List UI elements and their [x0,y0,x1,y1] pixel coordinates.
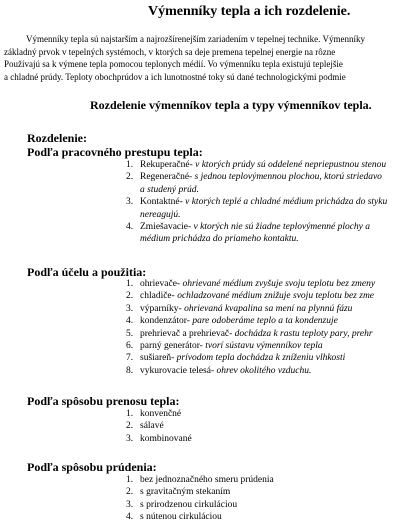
item-number: 1. [126,279,134,289]
list-item [0,486,412,498]
item-term: bez jednoznačného smeru prúdenia [140,475,274,485]
list-item [0,352,412,364]
list-item [0,420,412,432]
item-term: prehrievač a prehrievač- [140,328,233,339]
item-description-continuation: médium prichádza do priameho kontaktu. [140,234,299,245]
item-number: 3. [126,433,134,444]
rozdelenie-heading: Rozdelenie: [27,131,87,145]
item-term: kombinované [140,433,192,444]
section-heading: Podľa spôsobu prúdenia: [27,460,157,474]
item-description: v ktorých prúdy sú oddelené nepriepustnou stenou [192,160,387,170]
item-term: výparníky- [140,303,182,314]
item-number: 1. [126,160,134,170]
item-term: Kontaktné- [140,197,183,208]
item-description: prívodom tepla dochádza k zníženiu vlhkosti [174,353,346,364]
item-term: vykurovacie telesá- [140,365,215,376]
item-term: Rekuperačné- [140,160,193,170]
item-term: sálavé [140,421,164,432]
intro-line: Používajú sa k výmene tepla pomocou teplonych médií. Vo výmenníku tepla existujú teplejšie [4,59,343,69]
numbered-list [0,159,412,246]
list-item [0,474,412,486]
item-number: 6. [126,341,134,352]
item-number: 3. [126,197,134,208]
numbered-list [0,474,412,524]
section-heading: Podľa spôsobu prenosu tepla: [27,394,180,408]
list-item [0,221,412,246]
item-description: ohrievaná kvapalina sa mení na plynnú fázu [181,303,353,314]
section-subtitle: Rozdelenie výmenníkov tepla a typy výmenníkov tepla. [90,98,372,112]
section-heading: Podľa pracovného prestupu tepla: [27,145,203,159]
item-description: v ktorých nie sú žiadne teplovýmenné plochy a [191,222,371,233]
item-number: 4. [126,316,134,327]
item-number: 2. [126,291,134,302]
list-item [0,196,412,221]
item-number: 2. [126,172,134,183]
page-title: Výmenníky tepla a ich rozdelenie. [148,4,351,19]
item-term: Zmiešavacie- [140,222,192,233]
item-description-continuation: nereagujú. [140,209,181,220]
item-number: 1. [126,409,134,419]
list-item [0,328,412,340]
item-description: tvorí sústavu výmenníkov tepla [202,341,323,352]
item-number: 1. [126,475,134,485]
item-term: s gravitačným stekaním [140,487,231,498]
item-term: ohrievače- [140,279,181,289]
list-item [0,365,412,377]
item-number: 4. [126,222,134,233]
item-number: 3. [126,303,134,314]
item-description: v ktorých teplé a chladné médium prichádza do styku [182,197,388,208]
item-description: ochladzované médium znižuje svoju teplotu bez zme [174,291,375,302]
item-term: sušiareň- [140,353,175,364]
numbered-list [0,278,412,377]
section-heading: Podľa účelu a použitia: [27,265,147,279]
item-description: dochádza k rastu teploty pary, prehr [232,328,373,339]
list-item [0,171,412,196]
list-item [0,290,412,302]
list-item [0,315,412,327]
list-item [0,159,412,171]
item-description: s jednou teplovýmennou plochou, ktorú striedavo [192,172,382,183]
list-item [0,499,412,511]
item-description: ohrev okolitého vzduchu. [214,365,312,376]
item-term: kondenzátor- [140,316,190,327]
item-number: 7. [126,353,134,364]
list-item [0,511,412,523]
list-item [0,408,412,420]
item-number: 8. [126,365,134,376]
item-term: Regeneračné- [140,172,193,183]
item-number: 3. [126,499,134,510]
item-term: s nútenou cirkuláciou [140,512,222,523]
item-term: parný generátor- [140,341,203,352]
list-item [0,303,412,315]
item-number: 4. [126,512,134,523]
item-description: pare odoberáme teplo a ta kondenzuje [189,316,338,327]
item-number: 2. [126,487,134,498]
item-term: s prirodzenou cirkuláciou [140,499,238,510]
intro-line: Výmenníky tepla sú najstarším a najrozšírenejším zariadením v tepelnej technike. Výmenníky [26,34,365,44]
intro-line: a chladné prúdy. Teploty obochprúdov a ich lunotnostné toky sú dané technologickými podmie [4,71,346,82]
item-description-continuation: a studený prúd. [140,184,199,195]
item-term: chladiče- [140,291,175,302]
intro-line: základný prvok v tepelných systémoch, v ktorých sa deje premena tepelnej energie na rôzne [4,46,336,57]
item-number: 2. [126,421,134,432]
intro-paragraph [4,33,412,83]
item-term: konvenčné [140,409,182,419]
list-item [0,433,412,445]
item-number: 5. [126,328,134,339]
item-description: ohrievané médium zvyšuje svoju teplotu bez zmeny [180,279,376,289]
numbered-list [0,408,412,445]
list-item [0,340,412,352]
list-item [0,278,412,290]
